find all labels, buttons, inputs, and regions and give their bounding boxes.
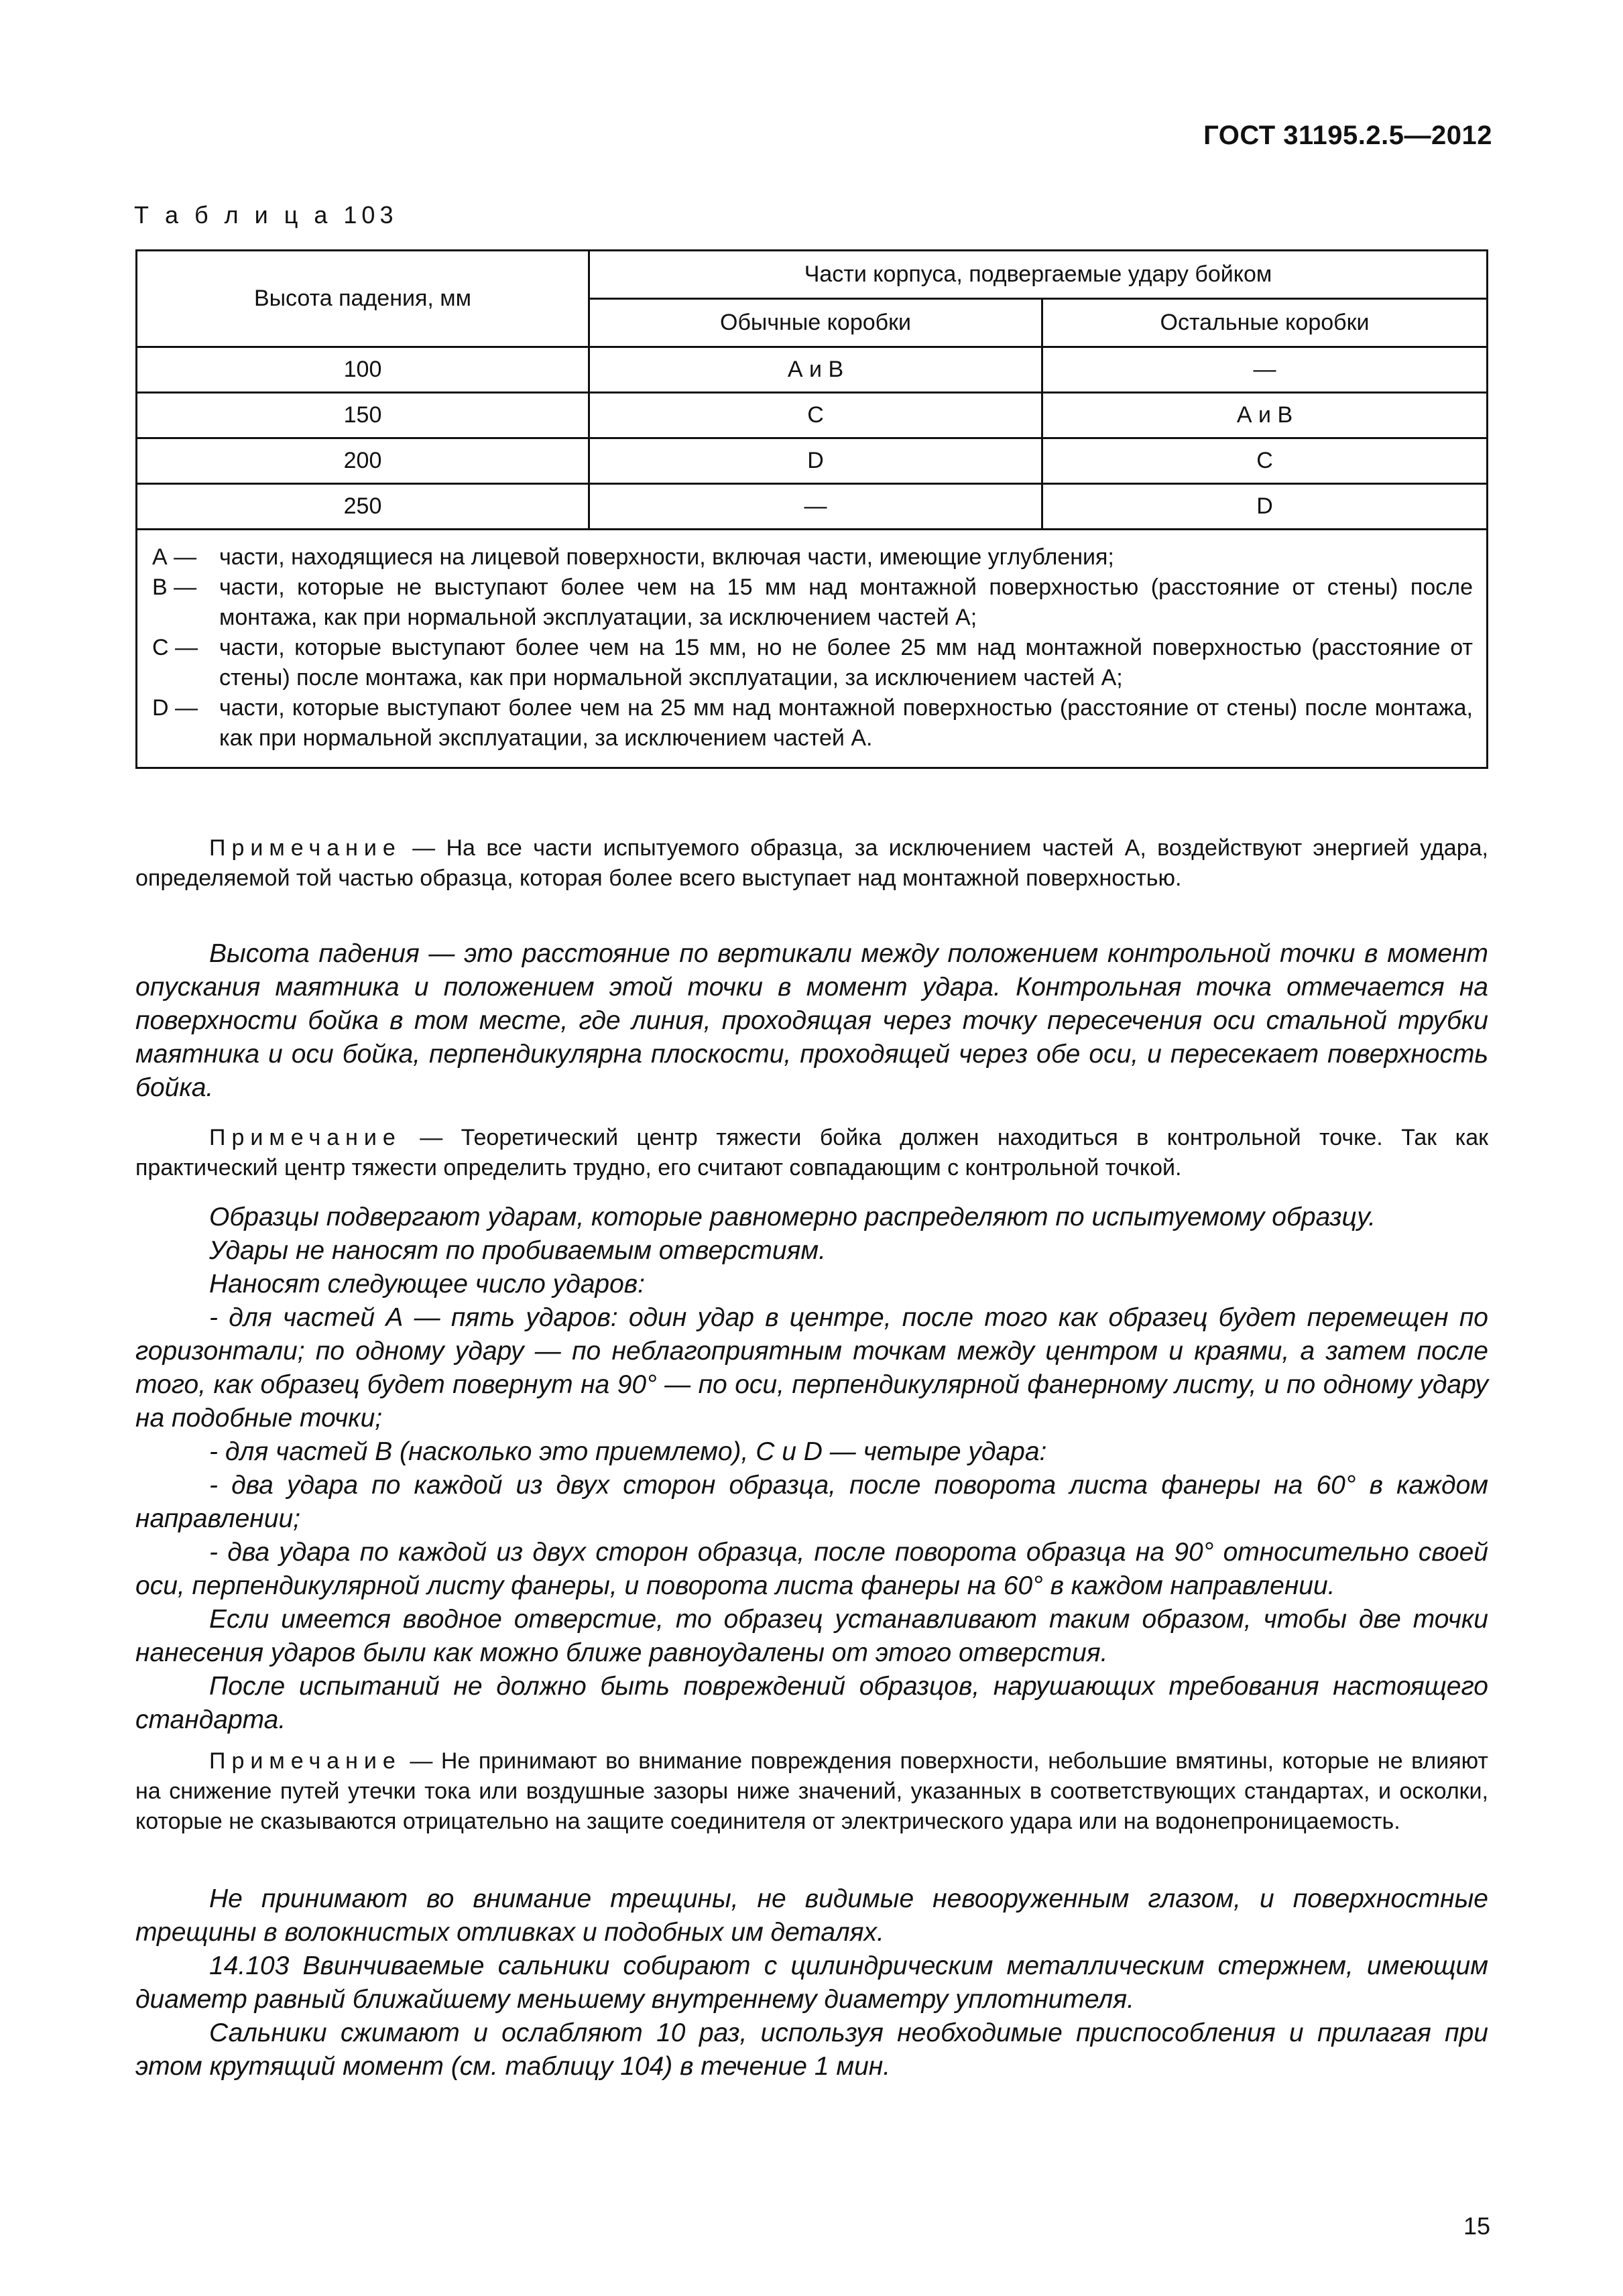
cell-ordinary: А и В (589, 347, 1042, 393)
table-caption: Т а б л и ц а 103 (134, 201, 398, 229)
cell-height: 200 (137, 438, 589, 484)
table-row (137, 393, 1488, 438)
document-code: ГОСТ 31195.2.5—2012 (1203, 121, 1492, 150)
paragraph-drop-height-definition: Высота падения — это расстояние по вертикали между положением контрольной точки в момент опускания маятника и положением этой точки в момент удара. Контрольная точка отмечается на поверхности бойка в том месте, где линия, проходящая через точку пересечения оси стальной трубки маятника и оси бойка, перпендикулярна плоскости, проходящей через обе оси, и пересекает поверхность бойка. (135, 939, 1488, 1102)
note-1: Примечание — На все части испытуемого образца, за исключением частей А, воздействуют энергией удара, определяемой той частью образца, которая более всего выступает над монтажной поверхностью. (135, 835, 1488, 891)
cell-other: D (1042, 484, 1488, 530)
cell-other: — (1042, 347, 1488, 393)
paragraph-14-103: 14.103 Ввинчиваемые сальники собирают с цилиндрическим металлическим стержнем, имеющим диаметр равный ближайшему меньшему внутреннему диаметру уплотнителя. (135, 1951, 1488, 2014)
header-parts-group: Части корпуса, подвергаемые удару бойком (589, 251, 1488, 299)
legend-item-b: В — части, которые не выступают более чем на 15 мм над монтажной поверхностью (расстояние от стены) после монтажа, как при нормальной эксплуатации, за исключением частей А; (152, 575, 1473, 630)
paragraph: Не принимают во внимание трещины, не видимые невооруженным глазом, и поверхностные трещины в волокнистых отливках и подобных им деталях. (135, 1884, 1488, 1947)
paragraph: Удары не наносят по пробиваемым отверстиям. (209, 1236, 826, 1265)
table-row (137, 484, 1488, 530)
cell-ordinary: С (589, 393, 1042, 438)
list-item: - для частей В (насколько это приемлемо), С и D — четыре удара: (209, 1437, 1047, 1466)
cell-height: 100 (137, 347, 589, 393)
table-legend (137, 530, 1488, 768)
cell-ordinary: — (589, 484, 1042, 530)
cell-other: А и В (1042, 393, 1488, 438)
list-item: - два удара по каждой из двух сторон образца, после поворота листа фанеры на 60° в каждом направлении; (135, 1471, 1488, 1533)
header-ordinary-boxes: Обычные коробки (589, 299, 1042, 347)
cell-height: 250 (137, 484, 589, 530)
header-other-boxes: Остальные коробки (1042, 299, 1488, 347)
note-3: Примечание — Не принимают во внимание повреждения поверхности, небольшие вмятины, которые не влияют на снижение путей утечки тока или воздушные зазоры ниже значений, указанных в соответствующих стандартах, и осколки, которые не сказываются отрицательно на защите соединителя от электрического удара или на водонепроницаемость. (135, 1748, 1488, 1834)
table-row (137, 438, 1488, 484)
paragraph: Образцы подвергают ударам, которые равномерно распределяют по испытуемому образцу. (209, 1203, 1376, 1231)
paragraph: Сальники сжимают и ослабляют 10 раз, используя необходимые приспособления и прилагая при этом крутящий момент (см. таблицу 104) в течение 1 мин. (135, 2018, 1488, 2081)
page-number: 15 (1463, 2212, 1490, 2240)
cell-height: 150 (137, 393, 589, 438)
blows-section (135, 1201, 1488, 1737)
cell-ordinary: D (589, 438, 1042, 484)
header-drop-height: Высота падения, мм (137, 251, 589, 347)
list-item: - два удара по каждой из двух сторон образца, после поворота образца на 90° относительно своей оси, перпендикулярной листу фанеры, и поворота листа фанеры на 60° в каждом направлении. (135, 1538, 1488, 1600)
cell-other: С (1042, 438, 1488, 484)
paragraph: После испытаний не должно быть повреждений образцов, нарушающих требования настоящего стандарта. (135, 1672, 1488, 1734)
final-section (135, 1882, 1488, 2083)
legend-item-a: А — части, находящиеся на лицевой поверхности, включая части, имеющие углубления; (152, 544, 1114, 570)
paragraph: Наносят следующее число ударов: (209, 1270, 645, 1298)
list-item: - для частей А — пять ударов: один удар в центре, после того как образец будет перемещен по горизонтали; по одному удару — по неблагоприятным точкам между центром и краями, а затем после того, как образец будет повернут на 90° — по оси, перпендикулярной фанерному листу, и по одному удару на подобные точки; (135, 1303, 1488, 1433)
note-2: Примечание — Теоретический центр тяжести бойка должен находиться в контрольной точке. Так как практический центр тяжести определить трудно, его считают совпадающим с контрольной точкой. (135, 1125, 1488, 1181)
paragraph: Если имеется вводное отверстие, то образец устанавливают таким образом, чтобы две точки нанесения ударов были как можно ближе равноудалены от этого отверстия. (135, 1605, 1488, 1667)
legend-item-d: D — части, которые выступают более чем на 25 мм над монтажной поверхностью (расстояние от стены) после монтажа, как при нормальной эксплуатации, за исключением частей А. (152, 695, 1473, 751)
legend-item-c: С — части, которые выступают более чем на 15 мм, но не более 25 мм над монтажной поверхностью (расстояние от стены) после монтажа, как при нормальной эксплуатации, за исключением частей А; (152, 635, 1473, 690)
table-row (137, 347, 1488, 393)
table-103 (135, 249, 1488, 769)
